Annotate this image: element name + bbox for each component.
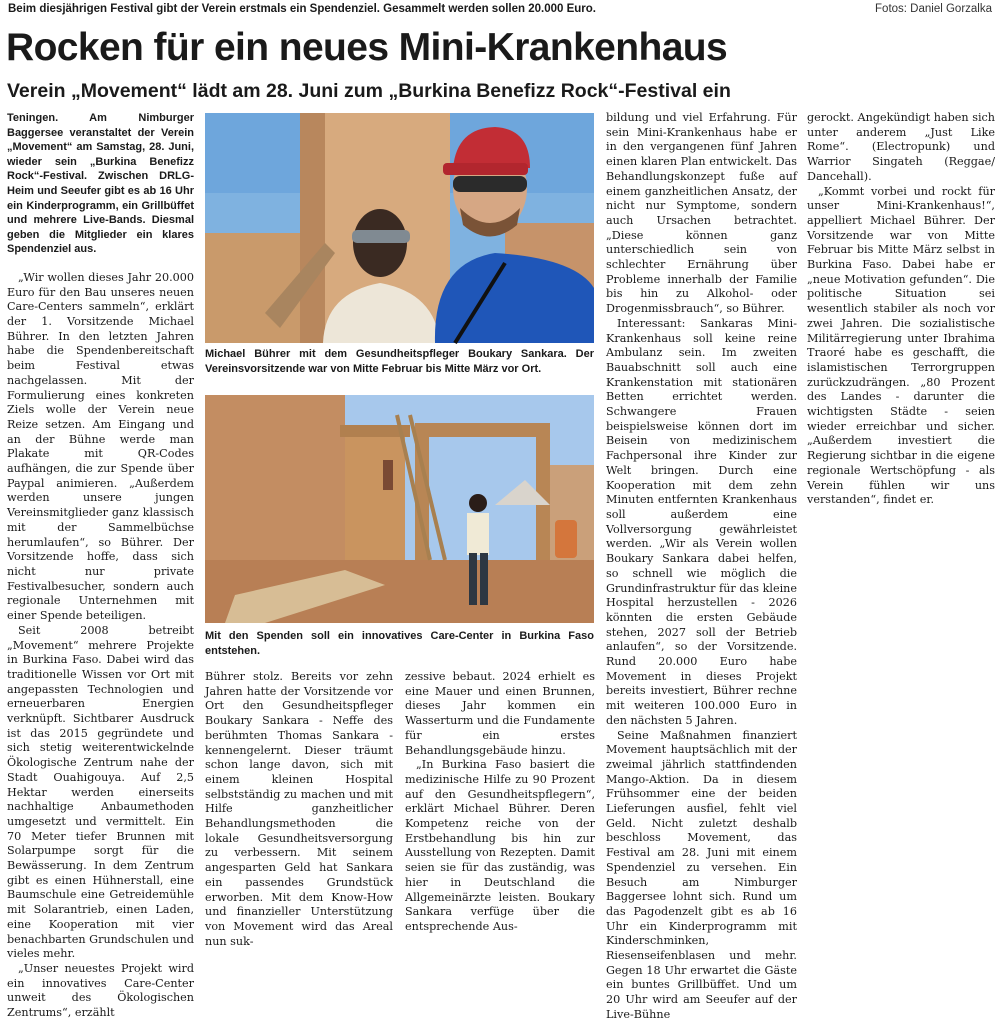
photo-caption-1: Michael Bührer mit dem Gesundheitspfleger Boukary Sankara. Der Vereinsvorsitzende war von Mitte Februar bis Mitte März vor Ort.: [205, 348, 594, 375]
photo-construction-site: [205, 395, 594, 623]
paragraph: zessive bebaut. 2024 erhielt es eine Mauer und einen Brunnen, dieses Jahr kommen ein Wasserturm und die Fundamente für ein erstes Behandlungsgebäude hinzu.: [405, 670, 595, 757]
photo-credit: Fotos: Daniel Gorzalka: [875, 3, 992, 15]
paragraph: Bührer stolz. Bereits vor zehn Jahren hatte der Vorsitzende vor Ort den Gesundheitspfleger Boukary Sankara - Neffe des berühmten Thomas Sankara - kennengelernt. Dieser träumt schon lange davon, sich mit einem kleinen Hospital selbstständig zu machen und mit Hilfe ganzheitlicher Behandlungsmethoden die lokale Gesundheitsversorgung zu verbessern. Mit seinem angesparten Geld hat Sankara ein passendes Grundstück erworben. Mit dem Know-How und finanzieller Unterstützung von Movement wird das Areal nun suk-: [205, 670, 393, 948]
article-column-3: [405, 670, 595, 933]
paragraph: „Wir wollen dieses Jahr 20.000 Euro für den Bau unseres neuen Care-Centers sammeln“, erklärt der 1. Vorsitzende Michael Bührer. In den letzten Jahren habe die Spendenbereitschaft beim Festival etwas nachgelassen. Mit der Formulierung eines konkreten Ziels wolle der Verein neue Reize setzen. Am Eingang und an der Bühne werde man Plakate mit QR-Codes aufhängen, die zur Spende über Paypal animieren. „Außerdem werden unsere jungen Vereinsmitglieder ganz klassisch mit der Sammelbüchse herumlaufen“, so Bührer. Der Vorsitzende hoffe, dass sich nicht nur private Festivalbesucher, sondern auch regionale Unternehmen mit einer Spende beteiligen.: [7, 270, 194, 623]
headline: Rocken für ein neues Mini-Krankenhaus: [6, 26, 728, 69]
paragraph: Seit 2008 betreibt „Movement“ mehrere Projekte in Burkina Faso. Dabei wird das traditionelle Wissen vor Ort mit angepassten Technologien und erneuerbaren Energien verknüpft. Sichtbarer Ausdruck ist das 2015 gegründete und sich stetig weiterentwickelnde Ökologische Zentrum nahe der Stadt Ouahigouya. Auf 2,5 Hektar werden einerseits nachhaltige Anbaumethoden umgesetzt und vermittelt. Ein 70 Meter tiefer Brunnen mit Solarpumpe sorgt für die Bewässerung. In dem Zentrum gibt es einen Hühnerstall, eine Baumschule eine Getreidemühle mit Solarantrieb, einen Laden, eine Kooperation mit vier benachbarten Grundschulen und vieles mehr.: [7, 623, 194, 961]
photo-portrait: [205, 113, 594, 343]
article-column-1: [7, 111, 194, 1020]
lead-paragraph: Teningen. Am Nimburger Baggersee veranstaltet der Verein „Movement“ am Samstag, 28. Juni, wieder sein „Burkina Benefizz Rock“-Festival. Zwischen DRLG-Heim und Seeufer gibt es ab 16 Uhr ein Kinderprogramm, ein Grillbüffet und mehrere Live-Bands. Diesmal geben die Mitglieder ein klares Spendenziel aus.: [7, 112, 194, 256]
top-info-line: [8, 3, 992, 19]
paragraph: „Unser neuestes Projekt wird ein innovatives Care-Center unweit des Ökologischen Zentrums“, erzählt: [7, 961, 194, 1020]
article-column-4: [606, 111, 797, 1021]
article-column-5: [807, 111, 995, 571]
intro-line: Beim diesjährigen Festival gibt der Verein erstmals ein Spendenziel. Gesammelt werden sollen 20.000 Euro.: [8, 3, 596, 15]
photo-portrait-image: [205, 113, 594, 343]
photo-caption-2: Mit den Spenden soll ein innovatives Care-Center in Burkina Faso entstehen.: [205, 630, 594, 657]
article-column-2: [205, 670, 393, 948]
paragraph: Seine Maßnahmen finanziert Movement hauptsächlich mit der zweimal jährlich stattfindenden Mango-Aktion. Da in diesem Frühsommer eine der beiden Lieferungen ausfiel, fehlt viel Geld. Nicht zuletzt deshalb beschloss Movement, das Festival am 28. Juni mit einem Spendenziel zu versehen. Ein Besuch am Nimburger Baggersee lohnt sich. Rund um das Pagodenzelt gibt es ab 16 Uhr ein Kinderprogramm mit Kinderschminken, Riesenseifenblasen und mehr. Gegen 18 Uhr erwartet die Gäste ein buntes Grillbüffet. Und um 20 Uhr wird am Seeufer auf der Live-Bühne: [606, 728, 797, 1021]
paragraph: gerockt. Angekündigt haben sich unter anderem „Just Like Rome“. (Electropunk) und Warrior Singateh (Reggae/ Dancehall).: [807, 111, 995, 183]
paragraph: „Kommt vorbei und rockt für unser Mini-Krankenhaus!“, appelliert Michael Bührer. Der Vorsitzende war von Mitte Februar bis Mitte März selbst in Burkina Faso. Dabei habe er „neue Motivation gefunden“. Die politische Situation sei wesentlich stabiler als noch vor zwei Jahren. Die sozialistische Militärregierung unter Ibrahima Traoré habe es geschafft, die islamistischen Terrorgruppen zurückzudrängen. „80 Prozent des Landes - darunter die wichtigsten Städte - seien wieder erreichbar und sicher. „Außerdem investiert die Regierung sichtbar in die eigene regionale Wertschöpfung - als Verein fühlen wir uns verstanden“, findet er.: [807, 184, 995, 507]
subheadline: Verein „Movement“ lädt am 28. Juni zum „Burkina Benefizz Rock“-Festival ein: [7, 80, 731, 102]
paragraph: bildung und viel Erfahrung. Für sein Mini-Krankenhaus habe er in den vergangenen fünf Jahren einen klaren Plan entwickelt. Das Behandlungskonzept fuße auf einem ganzheitlichen Ansatz, der nicht nur Symptome, sondern auch Ursachen betrachtet. „Diese können ganz unterschiedlich sein von schlechter Ernährung über Probleme innerhalb der Familie bis hin zu Alkohol- oder Drogenmissbrauch“, so Bührer.: [606, 111, 797, 316]
photo-construction-image: [205, 395, 594, 623]
paragraph: Interessant: Sankaras Mini-Krankenhaus soll keine reine Ambulanz sein. Im zweiten Bauabschnitt soll auch eine Krankenstation mit stationären Betten errichtet werden. Schwangere Frauen beispielsweise können dort im Beisein von medizinischem Fachpersonal ihre Kinder zur Welt bringen. Durch eine Kooperation mit dem zehn Minuten entfernten Krankenhaus soll außerdem eine Vollversorgung gewährleistet werden. „Wir als Verein wollen Boukary Sankara dabei helfen, so schnell wie möglich die Grundinfrastruktur für das kleine Hospital herzustellen - 2026 könnten die ersten Gebäude stehen, 2027 soll der Betrieb anlaufen“, so der Vorsitzende. Rund 20.000 Euro habe Movement in dieses Projekt bereits investiert, Bührer rechne mit weiteren 100.000 Euro in den nächsten 5 Jahren.: [606, 316, 797, 727]
paragraph: „In Burkina Faso basiert die medizinische Hilfe zu 90 Prozent auf den Gesundheitspflegern“, erklärt Michael Bührer. Deren Kompetenz reiche von der Erstbehandlung bis hin zur Ausstellung von Rezepten. Damit seien sie für das zuständig, was hier in Deutschland die Allgemeinärzte leisten. Boukary Sankara verfüge über die entsprechende Aus-: [405, 758, 595, 933]
